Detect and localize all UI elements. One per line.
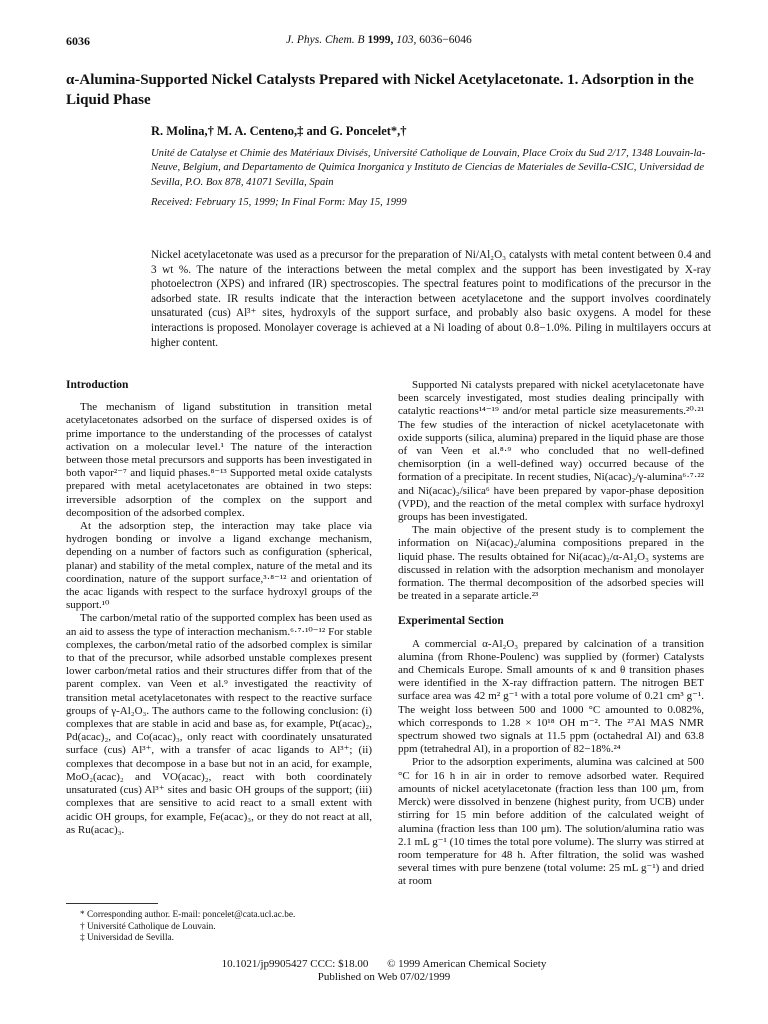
article-title: α-Alumina-Supported Nickel Catalysts Prepared with Nickel Acetylacetonate. 1. Adsorption in the Liquid Phase (66, 72, 694, 108)
footnote-sevilla: ‡ Universidad de Sevilla. (80, 933, 174, 944)
affiliations: Unité de Catalyse et Chimie des Matériaux Divisés, Université Catholique de Louvain, Place Croix du Sud 2/17, 1348 Louvain-la-Neuve, Belgium, and Departamento de Quimica Inorganica y Instituto de Ciencias de Materiales de Sevilla-CSIC, Universidad de Sevilla, P.O. Box 878, 41071 Sevilla, Spain (151, 148, 706, 188)
footnotes (66, 903, 372, 945)
intro-paragraph-4: Supported Ni catalysts prepared with nickel acetylacetonate have been scarcely investigated, most studies dealing principally with catalytic reactions¹⁴⁻¹⁹ and/or metal particle size measurements.²⁰·²¹ The few studies of the interaction of nickel acetylacetonate with oxide supports (silica, alumina) prepared in the liquid phase are those of van Veen et al.⁸·⁹ who concluded that no well-defined chemisorption (in a well-defined way) occurred because of the formation of a precipitate. In recent studies, Ni(acac)₂/γ-alumina⁶·⁷·²² and Ni(acac)₂/silica⁶ have been prepared by vapor-phase deposition (VPD), and the reaction of the metal complex with surface hydroxyl groups has been investigated. (398, 379, 704, 524)
intro-paragraph-3: The carbon/metal ratio of the supported complex has been used as an aid to assess the type of interaction mechanism.⁶·⁷·¹⁰⁻¹² For stable complexes, the carbon/metal ratio of the adsorbed complex is similar to that of the precursor, while adsorbed unstable complexes present lower carbon/metal ratios and their structures differ from that of the parent complex. van Veen et al.⁹ investigated the reactivity of transition metal acetylacetonates with respect to the reactive surface groups of γ-Al₂O₃. The authors came to the following conclusion: (i) complexes that are stable in acid and base as, for example, Pt(acac)₂, Pd(acac)₂, and Co(acac)₃, only react with coordinately unsaturated surface (cus) Al³⁺, with a transfer of acac ligands to Al³⁺; (ii) complexes that decompose in a base but not in an acid, for example, MoO₂(acac)₂ and VO(acac)₂, react with both coordinately unsaturated (cus) Al³⁺ sites and basic OH groups of the support; (iii) complexes that are sensitive to acid react to a small extent with acidic OH groups, for example, Fe(acac)₃, or they do not react at all, as Ru(acac)₃. (66, 612, 372, 836)
experimental-paragraph-2: Prior to the adsorption experiments, alumina was calcined at 500 °C for 16 h in air in order to remove adsorbed water. Required amounts of nickel acetylacetonate (fraction less than 100 μm, from Merck) were dissolved in benzene (highest purity, from UCB) under stirring for 15 min before addition of the calculated weight of alumina (fraction less than 100 μm). The solution/alumina ratio was 2.1 mL g⁻¹ (10 times the total pore volume). The slurry was stirred at room temperature for 48 h. After filtration, the solid was washed several times with pure benzene (total volume: 25 mL g⁻¹) and dried at room (398, 756, 704, 888)
published-date: Published on Web 07/02/1999 (317, 971, 451, 983)
footnote-louvain: † Université Catholique de Louvain. (80, 921, 216, 932)
experimental-heading: Experimental Section (398, 615, 504, 628)
experimental-paragraph-1: A commercial α-Al₂O₃ prepared by calcination of a transition alumina (from Rhone-Poulenc) was supplied by (former) Catalysts and Chemicals Europe. Small amounts of κ and θ transition phases were identified in the X-ray diffraction pattern. The nitrogen BET surface area was 42 m² g⁻¹ with a total pore volume of 0.21 cm³ g⁻¹. The weight loss between 500 and 1000 °C amounted to 0.082%, which corresponds to 1.28 × 10¹⁸ OH m⁻². The ²⁷Al MAS NMR spectrum showed two signals at 11.5 ppm (octahedral Al) and 63.8 ppm (tetrahedral Al), in a proportion of 82−18%.²⁴ (398, 637, 704, 756)
copyright-line: © 1999 American Chemical Society (387, 958, 547, 970)
page-number: 6036 (66, 34, 90, 48)
right-column (398, 379, 704, 889)
intro-paragraph-1: The mechanism of ligand substitution in transition metal acetylacetonates adsorbed on the surface of dispersed oxides is of prime importance to the understanding of the processes of catalyst activation on a molecular level.¹ The nature of the interaction between those metal precursors and supports has been investigated in both vapor²⁻⁷ and liquid phases.⁸⁻¹³ Supported metal oxide catalysts prepared with metal acetylacetonates are obtained in two steps: irreversible adsorption of the complex on the support and decomposition of the adsorbed complex. (66, 401, 372, 519)
left-column (66, 379, 372, 837)
received-dates: Received: February 15, 1999; In Final Form: May 15, 1999 (151, 197, 407, 208)
page-footer (0, 958, 768, 984)
journal-pages: 6036−6046 (419, 34, 472, 46)
author-list: R. Molina,† M. A. Centeno,‡ and G. Poncelet*,† (151, 124, 407, 138)
introduction-heading: Introduction (66, 379, 129, 391)
journal-year: 1999, (367, 34, 394, 46)
intro-paragraph-2: At the adsorption step, the interaction may take place via hydrogen bonding or involve a ligand exchange mechanism, depending on a number of factors such as configuration (spherical, planar) and stability of the metal complex, nature of the metal and its coordination, nature of the support surface,³·⁸⁻¹² and orientation of the acac ligands with respect to the surface hydroxyl groups of the support.¹⁰ (66, 520, 372, 612)
journal-name: J. Phys. Chem. B (286, 34, 365, 46)
journal-citation (286, 34, 472, 46)
footnote-divider (66, 903, 158, 904)
intro-paragraph-5: The main objective of the present study is to complement the information on Ni(acac)₂/alumina compositions prepared in the liquid phase. The results obtained for Ni(acac)₂/α-Al₂O₃ systems are discussed in relation with the adsorption mechanism and monolayer formation. The thermal decomposition of the adsorbed species will be treated in a separate article.²³ (398, 524, 704, 603)
abstract: Nickel acetylacetonate was used as a precursor for the preparation of Ni/Al₂O₃ catalysts with metal content between 0.4 and 3 wt %. The nature of the interactions between the metal complex and the support has been investigated by X-ray photoelectron (XPS) and infrared (IR) spectroscopies. The spectral features point to modifications of the precursor in the adsorbed state. IR results indicate that the interaction between acetylacetone and the support involves coordinately unsaturated (cus) Al³⁺ sites, hydroxyls of the support surface, and probably also basic oxygens. A model for these interactions is proposed. Monolayer coverage is achieved at a Ni loading of about 0.8−1.0%. Piling in multilayers occurs at higher content. (151, 249, 711, 349)
journal-volume: 103, (396, 34, 417, 46)
doi-line: 10.1021/jp9905427 CCC: $18.00 (221, 958, 369, 970)
footnote-corresponding-author: * Corresponding author. E-mail: poncelet@cata.ucl.ac.be. (80, 910, 296, 920)
